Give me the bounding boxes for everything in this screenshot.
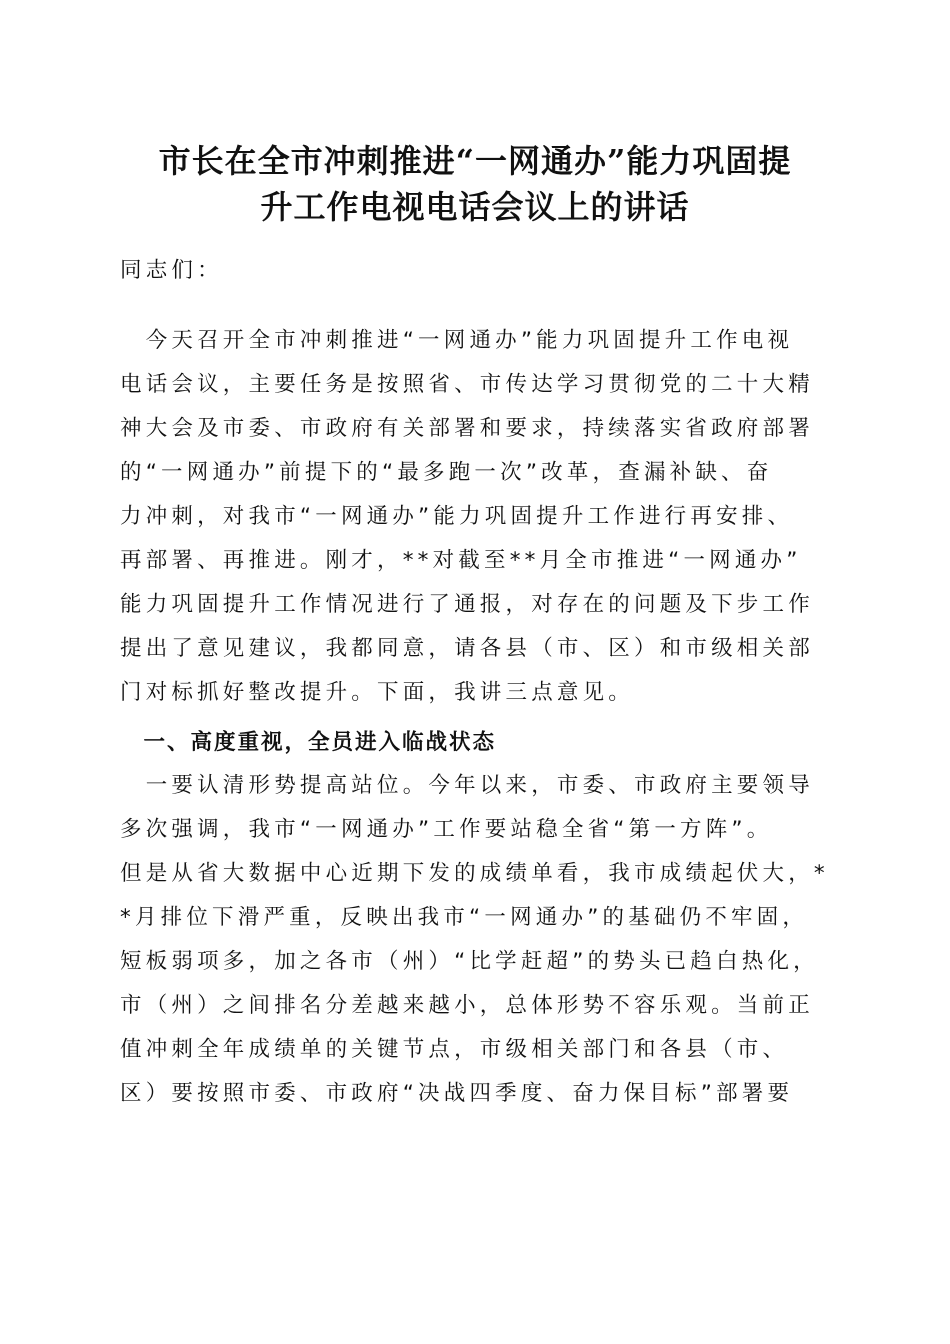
- section-line: 但是从省大数据中心近期下发的成绩单看，我市成绩起伏大，*: [120, 861, 829, 886]
- section-line: 市（州）之间排名分差越来越小，总体形势不容乐观。当前正: [120, 993, 814, 1018]
- section-line: 区）要按照市委、市政府“决战四季度、奋力保目标”部署要: [120, 1081, 794, 1106]
- body-line: 电话会议，主要任务是按照省、市传达学习贯彻党的二十大精: [120, 372, 814, 397]
- section-line: *月排位下滑严重，反映出我市“一网通办”的基础仍不牢固，: [120, 905, 809, 930]
- body-line: 能力巩固提升工作情况进行了通报，对存在的问题及下步工作: [120, 592, 814, 617]
- body-line: 神大会及市委、市政府有关部署和要求，持续落实省政府部署: [120, 416, 814, 441]
- section-line: 值冲刺全年成绩单的关键节点，市级相关部门和各县（市、: [120, 1037, 789, 1062]
- document-title-line-1: 市长在全市冲刺推进“一网通办”能力巩固提: [158, 142, 792, 180]
- body-line: 再部署、再推进。刚才，**对截至**月全市推进“一网通办”: [120, 548, 802, 573]
- section-line: 一要认清形势提高站位。今年以来，市委、市政府主要领导: [120, 773, 814, 798]
- body-line: 提出了意见建议，我都同意，请各县（市、区）和市级相关部: [120, 636, 814, 661]
- body-line: 力冲刺，对我市“一网通办”能力巩固提升工作进行再安排、: [120, 504, 794, 529]
- section-heading: 一、高度重视，全员进入临战状态: [120, 730, 497, 755]
- body-line: 的“一网通办”前提下的“最多跑一次”改革，查漏补缺、奋: [120, 460, 773, 485]
- section-line: 短板弱项多，加之各市（州）“比学赶超”的势头已趋白热化，: [120, 949, 819, 974]
- body-line: 今天召开全市冲刺推进“一网通办”能力巩固提升工作电视: [120, 328, 794, 353]
- document-title-line-2: 升工作电视电话会议上的讲话: [260, 188, 690, 226]
- section-line: 多次强调，我市“一网通办”工作要站稳全省“第一方阵”。: [120, 817, 773, 842]
- body-line: 门对标抓好整改提升。下面，我讲三点意见。: [120, 680, 635, 705]
- salutation: 同志们：: [120, 258, 223, 283]
